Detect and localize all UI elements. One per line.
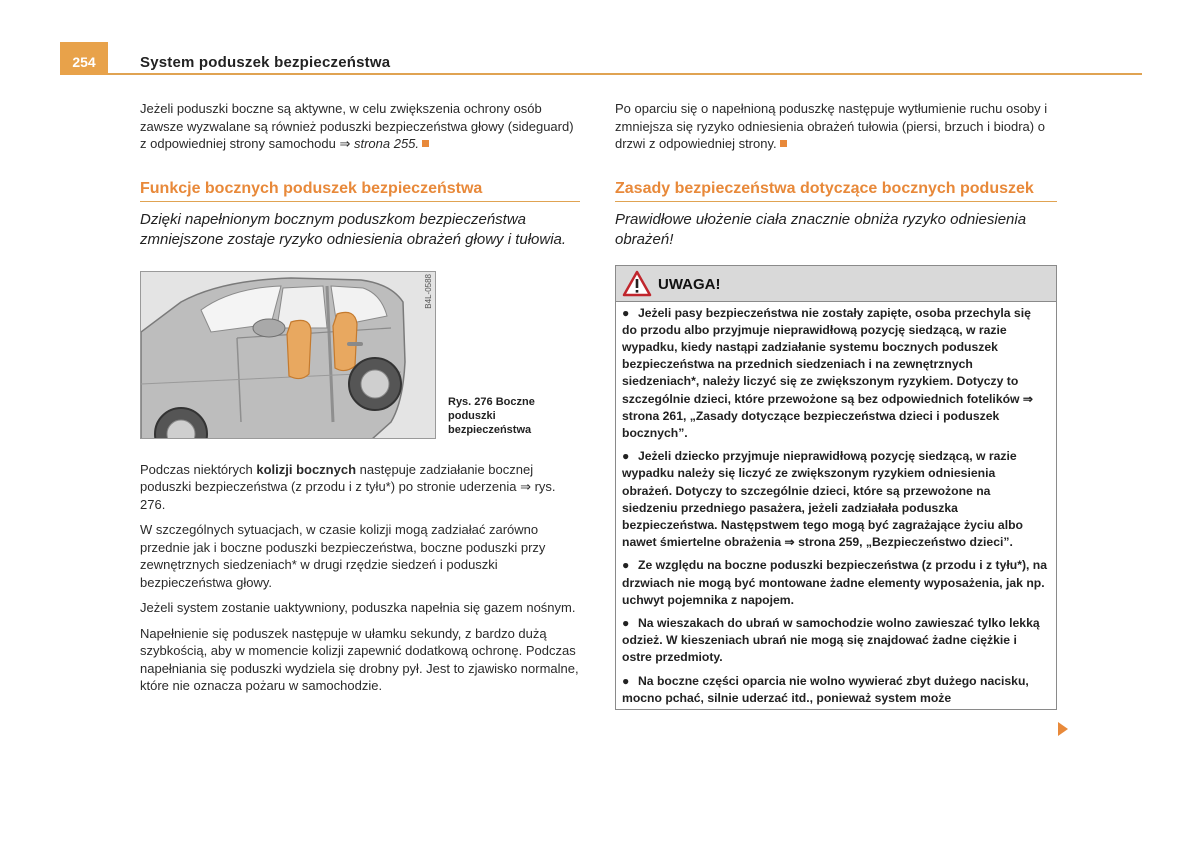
section-end-marker: [780, 140, 787, 147]
page-number: 254: [60, 42, 108, 75]
paragraph-activation: Jeżeli system zostanie uaktywniony, poduszka napełnia się gazem nośnym.: [140, 600, 576, 615]
intro-paragraph-right: Po oparciu się o napełnioną poduszkę następuje wytłumienie ruchu osoby i zmniejsza się ryzyko odniesienia obrażeń tułowia (piersi, brzuch i biodra) o drzwi z odpowiedniej strony.: [615, 101, 1048, 151]
paragraph-special-situations: W szczególnych sytuacjach, w czasie kolizji mogą zadziałać zarówno przednie jak i boczne poduszki bezpieczeństwa, boczne poduszki przy zewnętrznych siedzeniach* w drugi rzędzie siedzeń i poduszki bezpieczeństwa głowy.: [140, 522, 546, 590]
figure-block: [140, 271, 580, 441]
warning-box: [615, 265, 1057, 710]
figure-caption: Rys. 276 Boczne poduszki bezpieczeństwa: [448, 395, 535, 436]
bullet: ●: [622, 305, 630, 320]
warning-body: [616, 302, 1056, 707]
section-title-functions: Funkcje bocznych poduszek bezpieczeństwa: [140, 179, 580, 202]
bullet: ●: [622, 673, 630, 688]
left-column: [140, 100, 580, 703]
right-column: [615, 100, 1057, 710]
paragraph-inflation: Napełnienie się poduszek następuje w ułamku sekundy, z bardzo dużą szybkością, aby w momencie kolizji zapewnić dodatkową ochronę. Podczas napełniania się poduszki wydziela się drobny pył. Jest to zjawisko normalne, które nie oznacza pożaru w samochodzie.: [140, 625, 579, 693]
warning-item: ● Ze względu na boczne poduszki bezpieczeństwa (z przodu i z tyłu*), na drzwiach nie mogą być montowane żadne elementy wyposażenia, jak np. uchwyt pojemnika z napojem.: [622, 558, 1048, 607]
warning-item: ● Jeżeli pasy bezpieczeństwa nie zostały zapięte, osoba przechyla się do przodu albo przyjmuje nieprawidłową pozycję siedzącą, w razie wypadku, kiedy nastąpi zadziałanie systemu bocznych poduszek bezpieczeństwa na przednich siedzeniach i na zewnętrznych siedzeniach*, należy liczyć się ze zwiększonym ryzykiem. Dotyczy to szczególnie dzieci, które przewożone są bez odpowiednich fotelików ⇒ strona 261, „Zasady dotyczące bezpieczeństwa dzieci i poduszek bocznych”.: [622, 305, 1034, 440]
car-side-view-image: [141, 272, 436, 439]
section-title-safety-rules: Zasady bezpieczeństwa dotyczące bocznych poduszek: [615, 179, 1057, 202]
figure-code: B4L-0588: [424, 273, 433, 309]
warning-item: ● Na boczne części oparcia nie wolno wywierać zbyt dużego nacisku, mocno pchać, silnie uderzać itd., ponieważ system może: [622, 673, 1029, 705]
warning-item: ● Jeżeli dziecko przyjmuje nieprawidłową pozycję siedzącą, w razie wypadku należy się liczyć ze zwiększonym ryzykiem odniesienia obrażeń. Dotyczy to szczególnie dzieci, które są przewożone na siedzeniu przedniego pasażera, jeżeli zadziałała poduszka bezpieczeństwa. Następstwem tego mogą być zagrażające życiu albo nawet śmiertelne obrażenia ⇒ strona 259, „Bezpieczeństwo dzieci”.: [622, 449, 1023, 550]
intro-paragraph: Jeżeli poduszki boczne są aktywne, w celu zwiększenia ochrony osób zawsze wyzwalane są również poduszki bezpieczeństwa głowy (sideguard) z odpowiedniej strony samochodu ⇒ strona 255.: [140, 101, 574, 151]
section-lead: Dzięki napełnionym bocznym poduszkom bezpieczeństwa zmniejszone zostaje ryzyko odniesienia obrażeń głowy i tułowia.: [140, 210, 567, 248]
warning-item: ● Na wieszakach do ubrań w samochodzie wolno zawieszać tylko lekką odzież. W kieszeniach ubrań nie mogą się znajdować żadne ciężkie i ostre przedmioty.: [622, 615, 1040, 665]
warning-header: [616, 266, 1056, 302]
chapter-title: System poduszek bezpieczeństwa: [140, 54, 391, 71]
continued-arrow-icon: [1058, 722, 1068, 736]
section-end-marker: [422, 140, 429, 147]
warning-triangle-icon: [622, 270, 652, 297]
page-reference[interactable]: strona 255.: [353, 136, 420, 151]
bullet: ●: [622, 558, 630, 573]
emphasis-side-collisions: kolizji bocznych: [256, 461, 357, 477]
page-header: [60, 42, 1142, 76]
header-rule: [108, 73, 1142, 75]
warning-title: UWAGA!: [658, 275, 721, 293]
side-airbag-illustration: [140, 271, 436, 439]
section-lead-right: Prawidłowe ułożenie ciała znacznie obniża ryzyko odniesienia obrażeń!: [615, 210, 1027, 248]
bullet: ●: [622, 449, 630, 464]
bullet: ●: [622, 615, 630, 630]
paragraph-side-collisions: Podczas niektórych kolizji bocznych następuje zadziałanie bocznej poduszki bezpieczeństwa (z przodu i z tyłu*) po stronie uderzenia ⇒ rys. 276.: [140, 461, 556, 512]
